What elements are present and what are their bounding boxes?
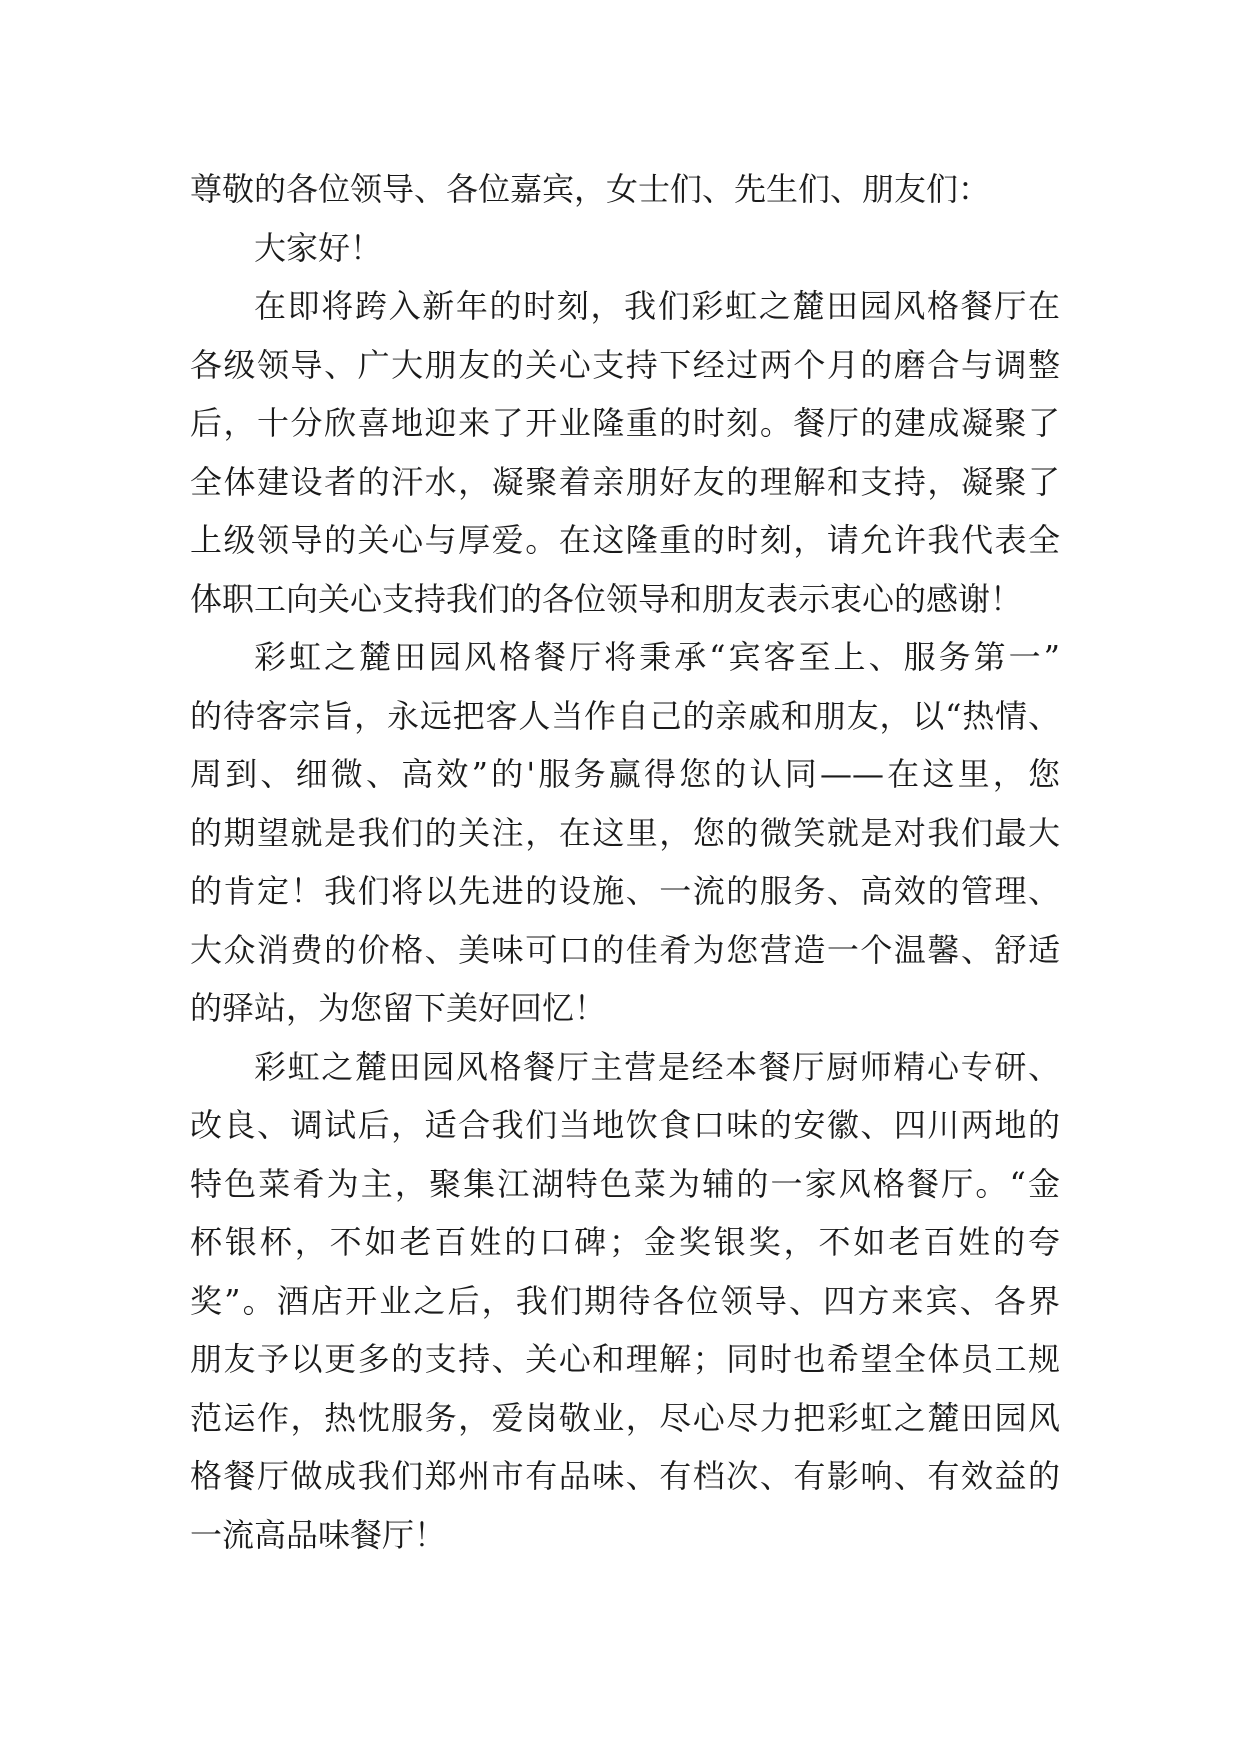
paragraph-line: 体职工向关心支持我们的各位领导和朋友表示衷心的感谢！	[190, 579, 1023, 618]
paragraph-line: 全体建设者的汗水，凝聚着亲朋好友的理解和支持，凝聚了	[190, 462, 1060, 501]
paragraph-line: 特色菜肴为主，聚集江湖特色菜为辅的一家风格餐厅。“金	[190, 1164, 1060, 1203]
paragraph-line: 的驿站，为您留下美好回忆！	[190, 989, 607, 1027]
paragraph-2	[190, 628, 1060, 1038]
paragraph-line: 范运作，热忱服务，爱岗敬业，尽心尽力把彩虹之麓田园风	[190, 1398, 1060, 1437]
paragraph-line: 的肯定！我们将以先进的设施、一流的服务、高效的管理、	[190, 872, 1060, 910]
paragraph-line: 上级领导的关心与厚爱。在这隆重的时刻，请允许我代表全	[190, 521, 1060, 559]
paragraph-line: 格餐厅做成我们郑州市有品味、有档次、有影响、有效益的	[190, 1457, 1060, 1495]
paragraph-line: 改良、调试后，适合我们当地饮食口味的安徽、四川两地的	[190, 1106, 1060, 1144]
speech-text	[190, 160, 1060, 1564]
paragraph-line: 彩虹之麓田园风格餐厅主营是经本餐厅厨师精心专研、	[254, 1047, 1060, 1086]
paragraph-line: 的期望就是我们的关注，在这里，您的微笑就是对我们最大	[190, 813, 1060, 852]
paragraph-line: 各级领导、广大朋友的关心支持下经过两个月的磨合与调整	[190, 345, 1060, 384]
paragraph-line: 奖”。酒店开业之后，我们期待各位领导、四方来宾、各界	[190, 1281, 1060, 1320]
greeting-line: 大家好！	[254, 228, 383, 267]
paragraph-line: 周到、细微、高效”的'服务赢得您的认同——在这里，您	[190, 755, 1060, 793]
paragraph-line: 的待客宗旨，永远把客人当作自己的亲戚和朋友，以“热情、	[190, 696, 1060, 735]
paragraph-line: 大众消费的价格、美味可口的佳肴为您营造一个温馨、舒适	[190, 930, 1060, 969]
paragraph-line: 朋友予以更多的支持、关心和理解；同时也希望全体员工规	[190, 1340, 1060, 1378]
paragraph-line: 杯银杯，不如老百姓的口碑；金奖银奖，不如老百姓的夸	[190, 1223, 1060, 1261]
paragraph-1	[190, 277, 1060, 628]
paragraph-line: 后，十分欣喜地迎来了开业隆重的时刻。餐厅的建成凝聚了	[190, 404, 1060, 442]
paragraph-3	[190, 1038, 1060, 1565]
salutation-line: 尊敬的各位领导、各位嘉宾，女士们、先生们、朋友们：	[190, 170, 991, 208]
paragraph-line: 在即将跨入新年的时刻，我们彩虹之麓田园风格餐厅在	[254, 287, 1060, 325]
paragraph-line: 彩虹之麓田园风格餐厅将秉承“宾客至上、服务第一”	[254, 638, 1060, 676]
paragraph-line: 一流高品味餐厅！	[190, 1515, 447, 1554]
